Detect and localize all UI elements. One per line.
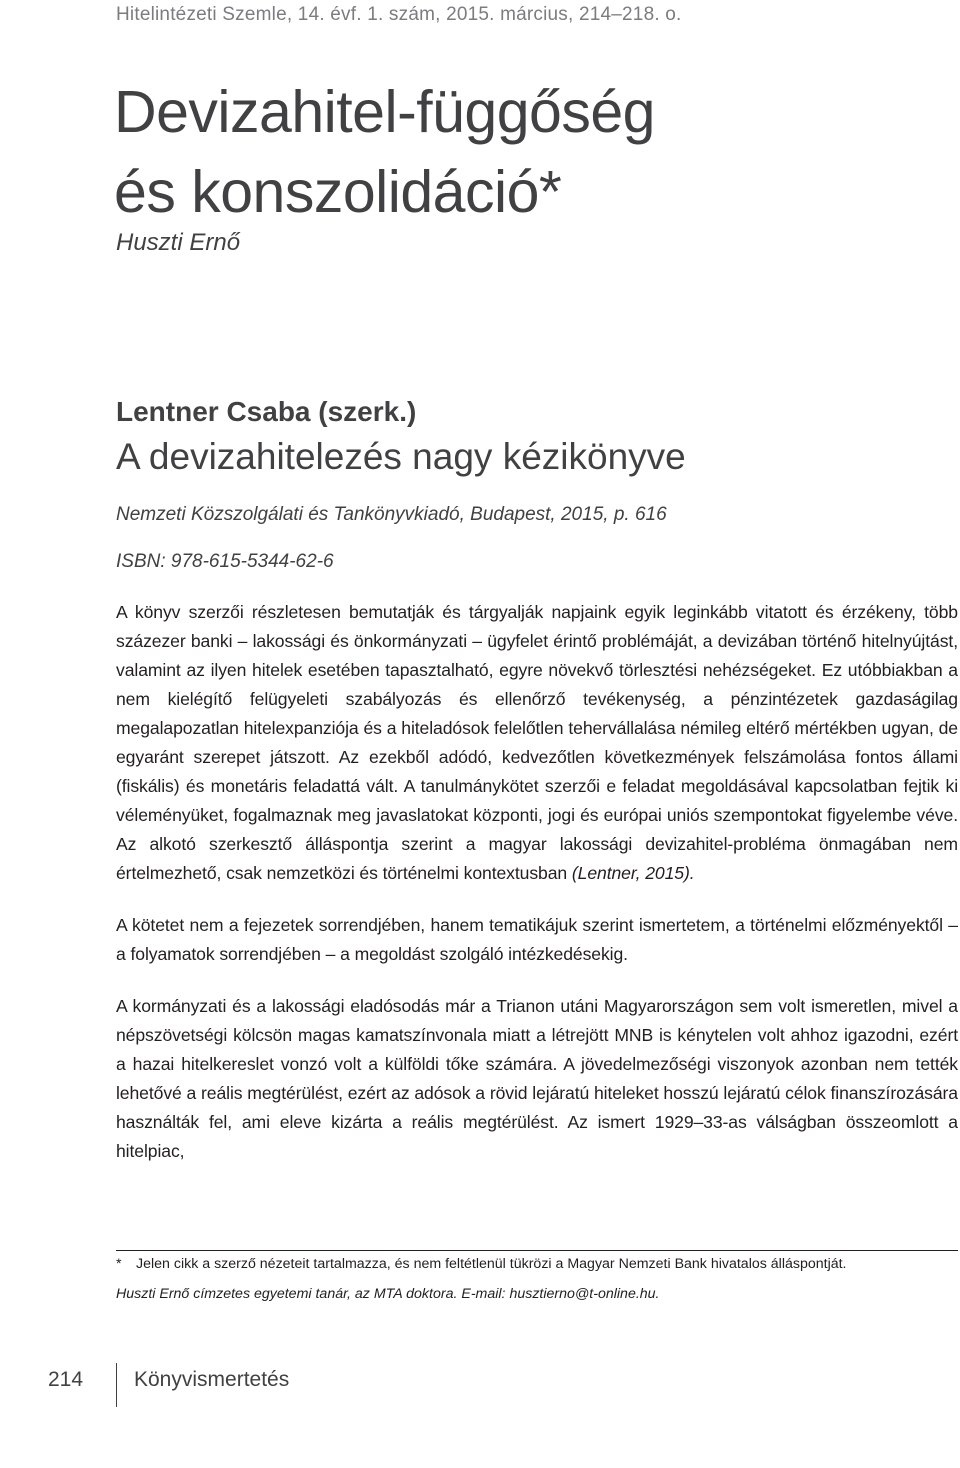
journal-header: Hitelintézeti Szemle, 14. évf. 1. szám, 2015. március, 214–218. o.	[116, 4, 682, 25]
title-line-1: Devizahitel-függőség	[114, 79, 655, 145]
paragraph-3: A kormányzati és a lakossági eladósodás már a Trianon utáni Magyarországon sem volt ismeretlen, mivel a népszövetségi kölcsön magas kamatszínvonala miatt a létrejött MNB is kénytelen volt ahhoz igazodni, ezért a hazai hitelkereslet vonzó volt a külföldi tőke számára. A jövedelmezőségi viszonyok azonban nem tették lehetővé a reális megtérülést, ezért az adósok a rövid lejáratú hiteleket hosszú lejáratú célok finanszírozására használták fel, ami eleve kizárta a reális megtérülést. Az ismert 1929–33-as válságban összeomlott a hitelpiac,	[116, 996, 958, 1161]
footnote-2: Huszti Ernő címzetes egyetemi tanár, az MTA doktora. E-mail: husztierno@t-online.hu.	[116, 1286, 660, 1302]
body-text	[116, 598, 958, 1189]
footnote-1	[116, 1254, 958, 1274]
footnote-1-text: Jelen cikk a szerző nézeteit tartalmazza, és nem feltétlenül tükrözi a Magyar Nemzeti Bank hivatalos álláspontját.	[136, 1256, 847, 1272]
book-editor: Lentner Csaba (szerk.)	[116, 396, 417, 427]
book-publisher: Nemzeti Közszolgálati és Tankönyvkiadó, Budapest, 2015, p. 616	[116, 504, 667, 525]
section-label: Könyvismertetés	[134, 1368, 290, 1391]
book-title: A devizahitelezés nagy kézikönyve	[116, 436, 686, 477]
paragraph-1	[116, 598, 958, 888]
book-heading	[116, 390, 686, 481]
page-number: 214	[48, 1368, 84, 1391]
title-line-2: és konszolidáció*	[114, 159, 562, 225]
footnote-rule	[116, 1250, 958, 1251]
paragraph-1-text: A könyv szerzői részletesen bemutatják és tárgyalják napjaink egyik leginkább vitatott és érzékeny, több százezer banki – lakossági és önkormányzati – ügyfelet érintő problémáját, a devizában történő hitelnyújtást, valamint az ilyen hitelek esetében tapasztalható, egyre növekvő törlesztési nehézségeket. Ez utóbbiakban a nem kielégítő felügyeleti szabályozás és ellenőrző tevékenység, a pénzintézetek gazdaságilag megalapozatlan hitelexpanziója és a hiteladósok felelőtlen tehervállalása némileg eltérő mértékben ugyan, de egyaránt szerepet játszott. Az ezekből adódó, kedvezőtlen következmények felszámolása fontos állami (fiskális) és monetáris feladattá vált. A tanulmánykötet szerzői e feladat megoldásával kapcsolatban fejtik ki véleményüket, fogalmaznak meg javaslatokat központi, jogi és európai uniós szempontokat figyelembe véve. Az alkotó szerkesztő álláspontja szerint a magyar lakossági devizahitel-probléma önmagában nem értelmezhető, csak nemzetközi és történelmi kontextusban	[116, 602, 958, 883]
footer-divider	[116, 1363, 117, 1407]
book-isbn: ISBN: 978-615-5344-62-6	[116, 551, 334, 572]
citation: (Lentner, 2015).	[571, 863, 695, 883]
paragraph-2: A kötetet nem a fejezetek sorrendjében, hanem tematikájuk szerint ismertetem, a történelmi előzményektől – a folyamatok sorrendjében – a megoldást szolgáló intézkedésekig.	[116, 915, 958, 964]
footnote-mark: *	[116, 1256, 122, 1272]
article-title	[114, 72, 655, 232]
article-author: Huszti Ernő	[116, 229, 241, 256]
